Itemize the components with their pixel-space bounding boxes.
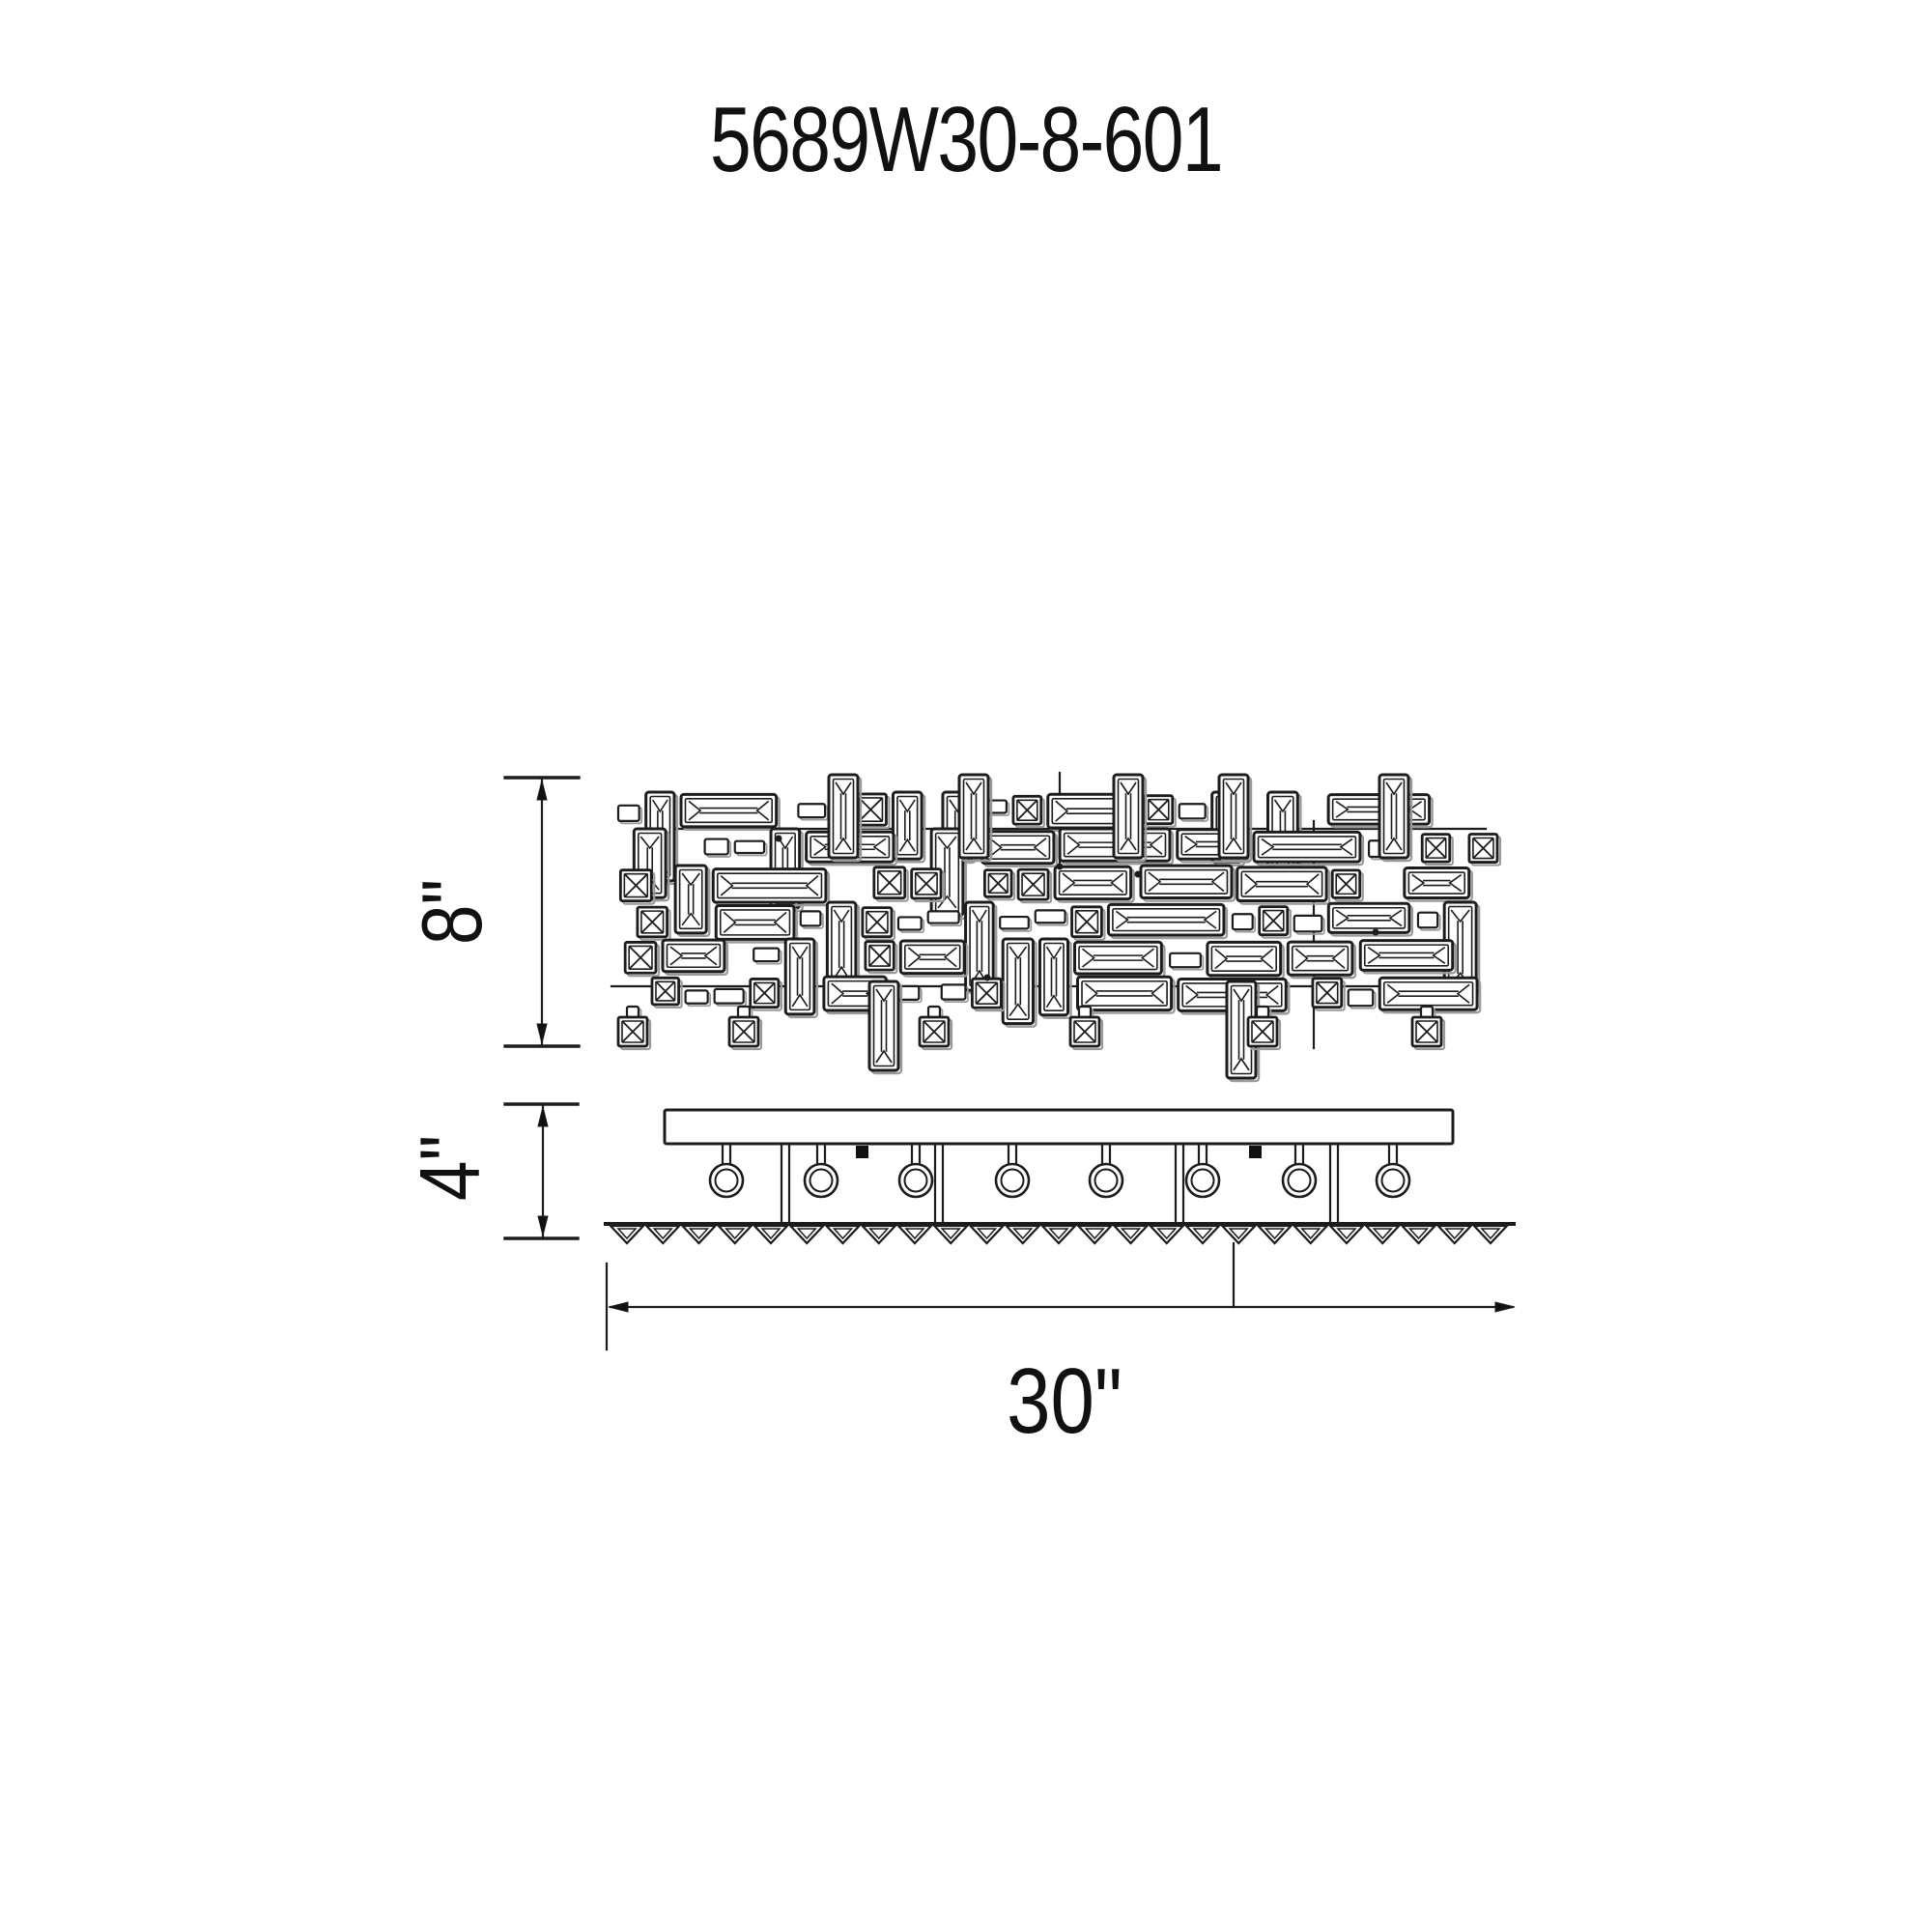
width-dimension-label: 30" <box>1007 1350 1122 1453</box>
lamp-socket <box>899 1144 932 1197</box>
support-rod <box>1330 1144 1338 1224</box>
depth-dimension-label: 4" <box>402 1134 497 1202</box>
set-screw <box>1249 1146 1262 1158</box>
support-rod <box>935 1144 943 1224</box>
lamp-socket <box>805 1144 838 1197</box>
width-dimension <box>607 1243 1515 1350</box>
crystal-drops <box>611 1226 1507 1243</box>
set-screw <box>856 1146 868 1158</box>
fixture-side-view <box>606 1110 1514 1243</box>
height-dimension <box>505 778 579 1046</box>
support-rod <box>781 1144 789 1224</box>
lamp-socket <box>1090 1144 1122 1197</box>
lamp-socket <box>1283 1144 1316 1197</box>
lamp-socket <box>1377 1144 1409 1197</box>
lamp-socket <box>1186 1144 1219 1197</box>
model-number: 5689W30-8-601 <box>710 88 1222 191</box>
fixture-front-view <box>611 773 1500 1081</box>
support-rod <box>1176 1144 1183 1224</box>
lamp-socket <box>996 1144 1029 1197</box>
lamp-socket <box>710 1144 743 1197</box>
mounting-plate <box>665 1110 1453 1144</box>
height-dimension-label: 8" <box>404 878 499 946</box>
depth-dimension <box>505 1104 578 1238</box>
